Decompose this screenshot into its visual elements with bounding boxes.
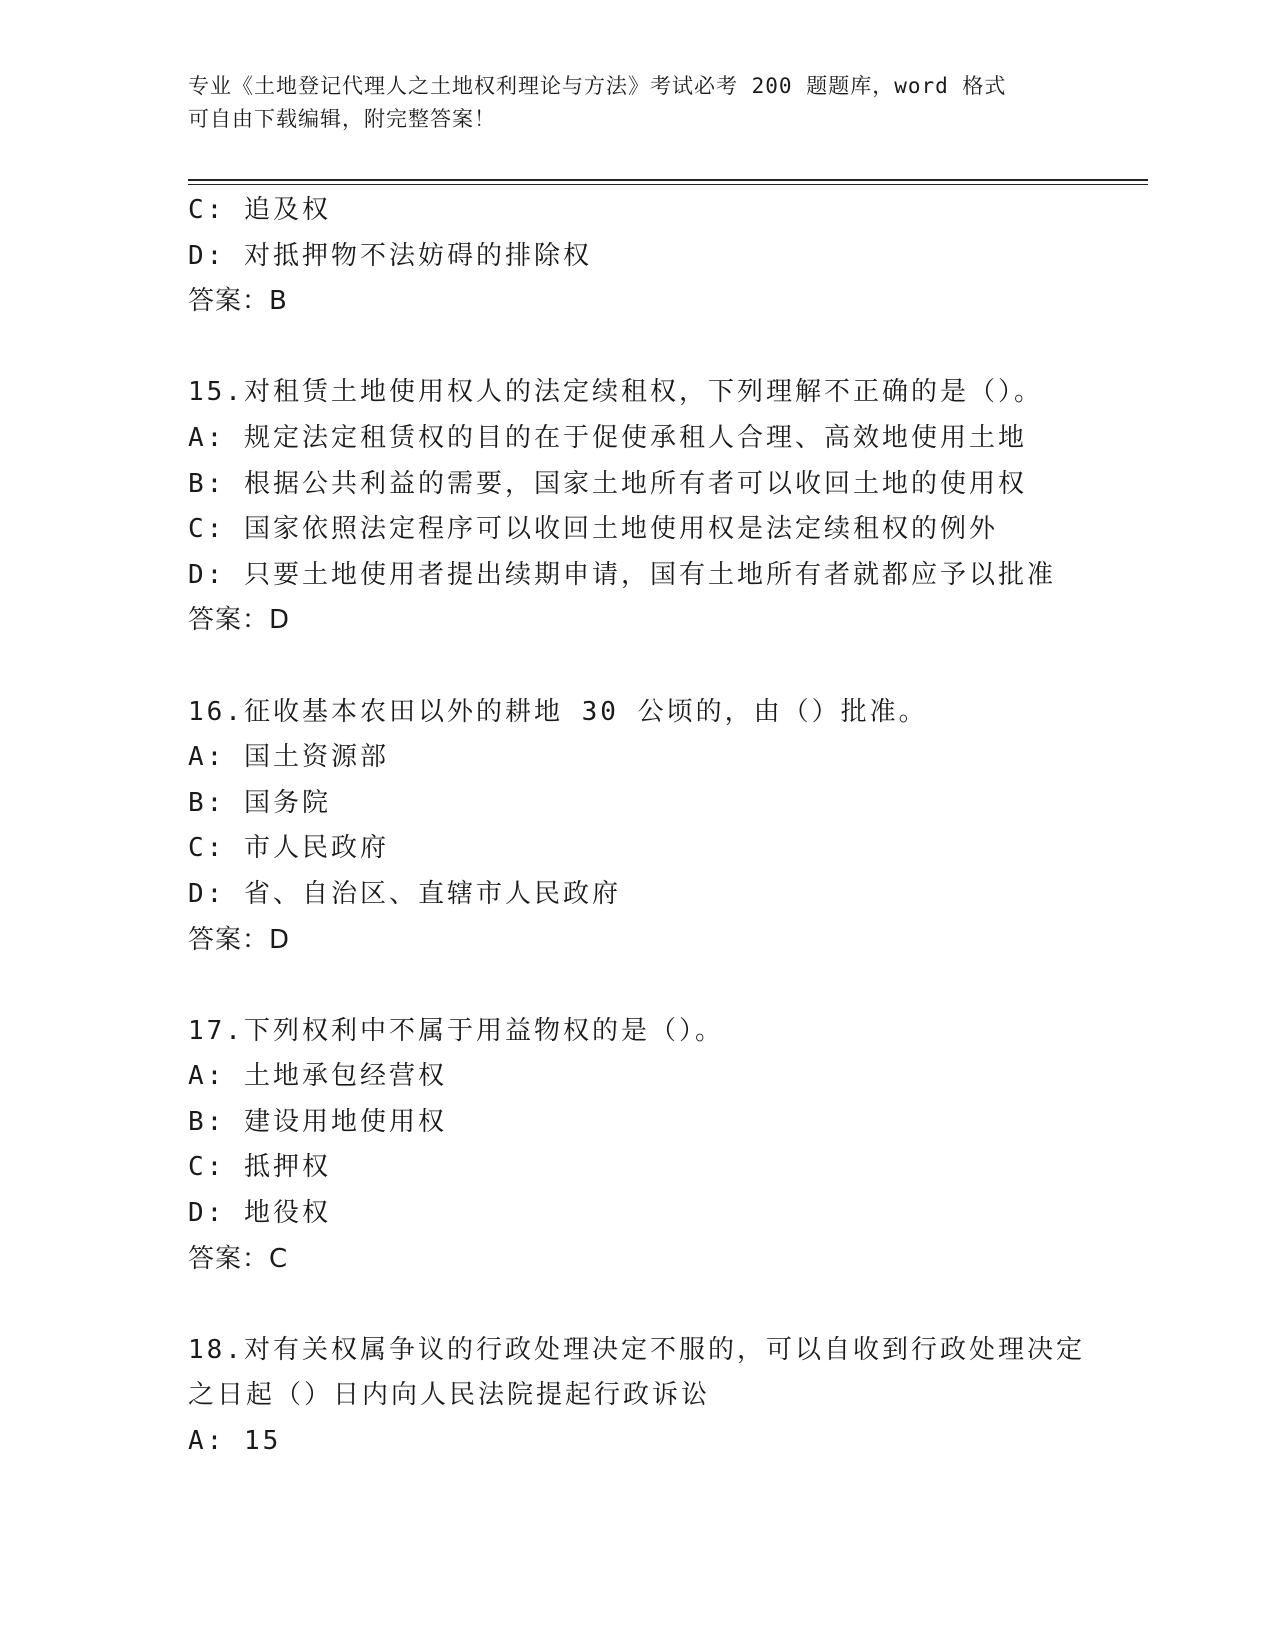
option-c: C: 国家依照法定程序可以收回土地使用权是法定续租权的例外 bbox=[188, 514, 998, 545]
question-list bbox=[188, 188, 1148, 1465]
question-18 bbox=[188, 1328, 1148, 1465]
question-stem: 15.对租赁土地使用权人的法定续租权，下列理解不正确的是（）。 bbox=[188, 377, 1043, 408]
option-a: A: 15 bbox=[188, 1426, 282, 1457]
answer-line: 答案：B bbox=[188, 286, 288, 317]
question-stem: 16.征收基本农田以外的耕地 30 公顷的，由（）批准。 bbox=[188, 696, 928, 727]
option-b: B: 建设用地使用权 bbox=[188, 1106, 447, 1137]
header-divider-thin bbox=[188, 184, 1148, 185]
spacer bbox=[188, 963, 1148, 1009]
option-a: A: 规定法定租赁权的目的在于促使承租人合理、高效地使用土地 bbox=[188, 422, 1027, 453]
answer-line: 答案：C bbox=[188, 1243, 289, 1274]
answer-line: 答案：D bbox=[188, 924, 291, 955]
question-stem-line-1: 18.对有关权属争议的行政处理决定不服的，可以自收到行政处理决定 bbox=[188, 1334, 1085, 1365]
question-14-tail bbox=[188, 188, 1148, 325]
option-d: D: 只要土地使用者提出续期申请，国有土地所有者就都应予以批准 bbox=[188, 559, 1056, 590]
option-b: B: 国务院 bbox=[188, 787, 331, 818]
document-header bbox=[188, 70, 1088, 136]
option-d: D: 省、自治区、直辖市人民政府 bbox=[188, 878, 621, 909]
question-15 bbox=[188, 370, 1148, 644]
option-a: A: 国土资源部 bbox=[188, 742, 389, 773]
header-title-line-1: 专业《土地登记代理人之土地权利理论与方法》考试必考 200 题题库，word 格式 bbox=[188, 74, 1007, 98]
option-a: A: 土地承包经营权 bbox=[188, 1061, 447, 1092]
question-stem-line-2: 之日起（）日内向人民法院提起行政诉讼 bbox=[188, 1380, 711, 1411]
spacer bbox=[188, 644, 1148, 690]
option-d: D: 地役权 bbox=[188, 1198, 331, 1229]
header-divider-thick bbox=[188, 179, 1148, 181]
option-b: B: 根据公共利益的需要，国家土地所有者可以收回土地的使用权 bbox=[188, 468, 1027, 499]
header-title-line-2: 可自由下载编辑，附完整答案！ bbox=[188, 107, 496, 131]
answer-line: 答案：D bbox=[188, 605, 291, 636]
question-16 bbox=[188, 690, 1148, 964]
question-stem: 17.下列权利中不属于用益物权的是（）。 bbox=[188, 1015, 724, 1046]
spacer bbox=[188, 1282, 1148, 1328]
option-c: C: 市人民政府 bbox=[188, 833, 389, 864]
option-d: D: 对抵押物不法妨碍的排除权 bbox=[188, 240, 592, 271]
question-17 bbox=[188, 1009, 1148, 1283]
spacer bbox=[188, 325, 1148, 371]
option-c: C: 追及权 bbox=[188, 195, 331, 225]
option-c: C: 抵押权 bbox=[188, 1152, 331, 1183]
